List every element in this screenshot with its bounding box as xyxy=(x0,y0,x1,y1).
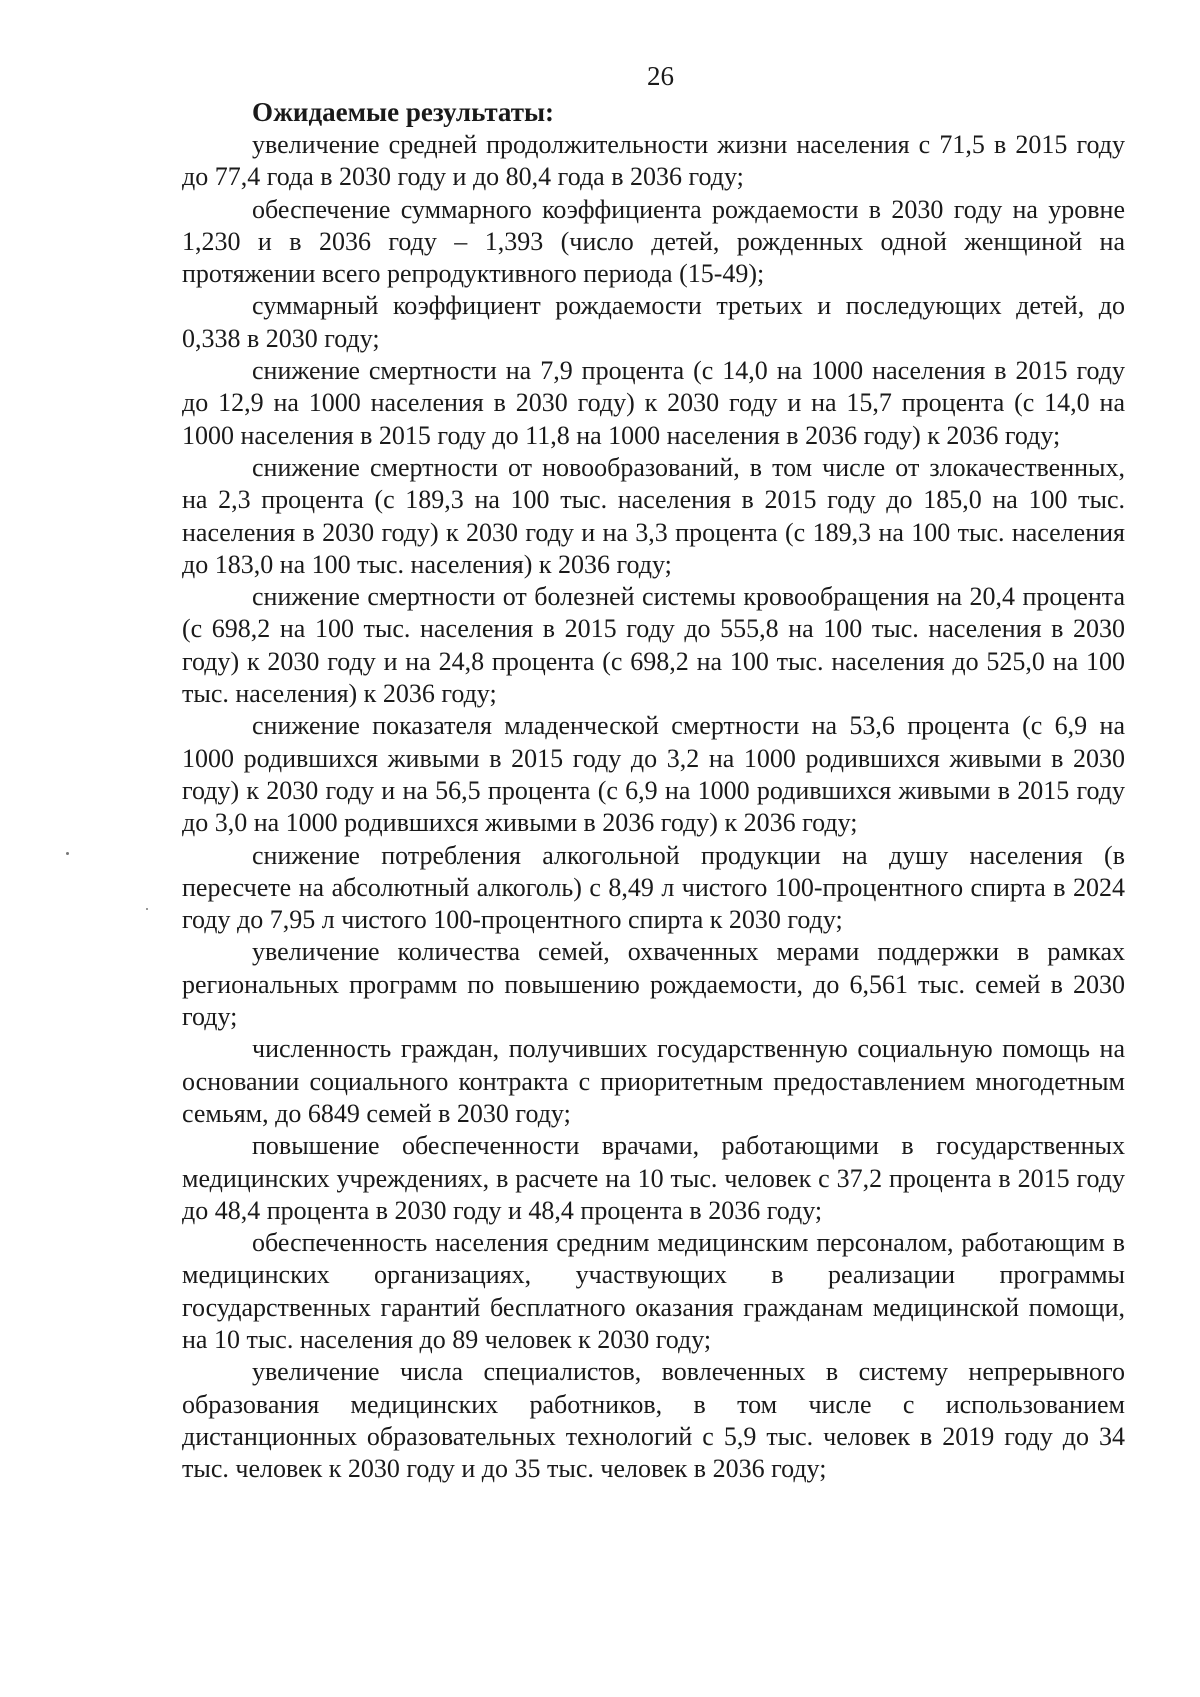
page-number: 26 xyxy=(647,61,674,91)
result-item-4: снижение смертности на 7,9 процента (с 14,0 на 1000 населения в 2015 году до 12,9 на 1000 населения в 2030 году) к 2030 году и на 15,7 процента (с 14,0 на 1000 населения в 2015 году до 11,8 на 1000 населения в 2036 году) к 2036 году; xyxy=(182,356,1125,450)
result-item-12: обеспеченность населения средним медицинским персоналом, работающим в медицинских организациях, участвующих в реализации программы государственных гарантий бесплатного оказания гражданам медицинской помощи, на 10 тыс. населения до 89 человек к 2030 году; xyxy=(182,1228,1125,1354)
result-item-3: суммарный коэффициент рождаемости третьих и последующих детей, до 0,338 в 2030 году; xyxy=(182,291,1125,353)
result-item-5: снижение смертности от новообразований, в том числе от злокачественных, на 2,3 процента (с 189,3 на 100 тыс. населения в 2015 году до 185,0 на 100 тыс. населения в 2030 году) к 2030 году и на 3,3 процента (с 189,3 на 100 тыс. населения до 183,0 на 100 тыс. населения) к 2036 году; xyxy=(182,452,1125,579)
result-item-9: увеличение количества семей, охваченных мерами поддержки в рамках региональных программ по повышению рождаемости, до 6,561 тыс. семей в 2030 году; xyxy=(182,937,1125,1032)
result-item-13: увеличение числа специалистов, вовлеченных в систему непрерывного образования медицинских работников, в том числе с использованием дистанционных образовательных технологий с 5,9 тыс. человек в 2019 году до 34 тыс. человек к 2030 году и до 35 тыс. человек в 2036 году; xyxy=(182,1357,1125,1484)
result-item-7: снижение показателя младенческой смертности на 53,6 процента (с 6,9 на 1000 родившихся живыми в 2015 году до 3,2 на 1000 родившихся живыми в 2030 году) к 2030 году и на 56,5 процента (с 6,9 на 1000 родившихся живыми в 2015 году до 3,0 на 1000 родившихся живыми в 2036 году) к 2036 году; xyxy=(182,711,1125,838)
result-item-2: обеспечение суммарного коэффициента рождаемости в 2030 году на уровне 1,230 и в 2036 году – 1,393 (число детей, рожденных одной женщиной на протяжении всего репродуктивного периода (15-49); xyxy=(182,194,1125,289)
document-page xyxy=(182,56,1125,1485)
scan-speck xyxy=(66,852,69,855)
scan-speck xyxy=(146,908,148,910)
result-item-10: численность граждан, получивших государственную социальную помощь на основании социального контракта с приоритетным предоставлением многодетным семьям, до 6849 семей в 2030 году; xyxy=(182,1034,1125,1128)
result-item-11: повышение обеспеченности врачами, работающими в государственных медицинских учреждениях, в расчете на 10 тыс. человек с 37,2 процента в 2015 году до 48,4 процента в 2030 году и 48,4 процента в 2036 году; xyxy=(182,1131,1125,1225)
result-item-1: увеличение средней продолжительности жизни населения с 71,5 в 2015 году до 77,4 года в 2030 году и до 80,4 года в 2036 году; xyxy=(182,130,1125,192)
result-item-8: снижение потребления алкогольной продукции на душу населения (в пересчете на абсолютный алкоголь) с 8,49 л чистого 100-процентного спирта в 2024 году до 7,95 л чистого 100-процентного спирта к 2030 году; xyxy=(182,840,1125,935)
section-heading: Ожидаемые результаты: xyxy=(252,97,555,127)
result-item-6: снижение смертности от болезней системы кровообращения на 20,4 процента (с 698,2 на 100 тыс. населения в 2015 году до 555,8 на 100 тыс. населения в 2030 году) к 2030 году и на 24,8 процента (с 698,2 на 100 тыс. населения до 525,0 на 100 тыс. населения) к 2036 году; xyxy=(182,582,1125,709)
